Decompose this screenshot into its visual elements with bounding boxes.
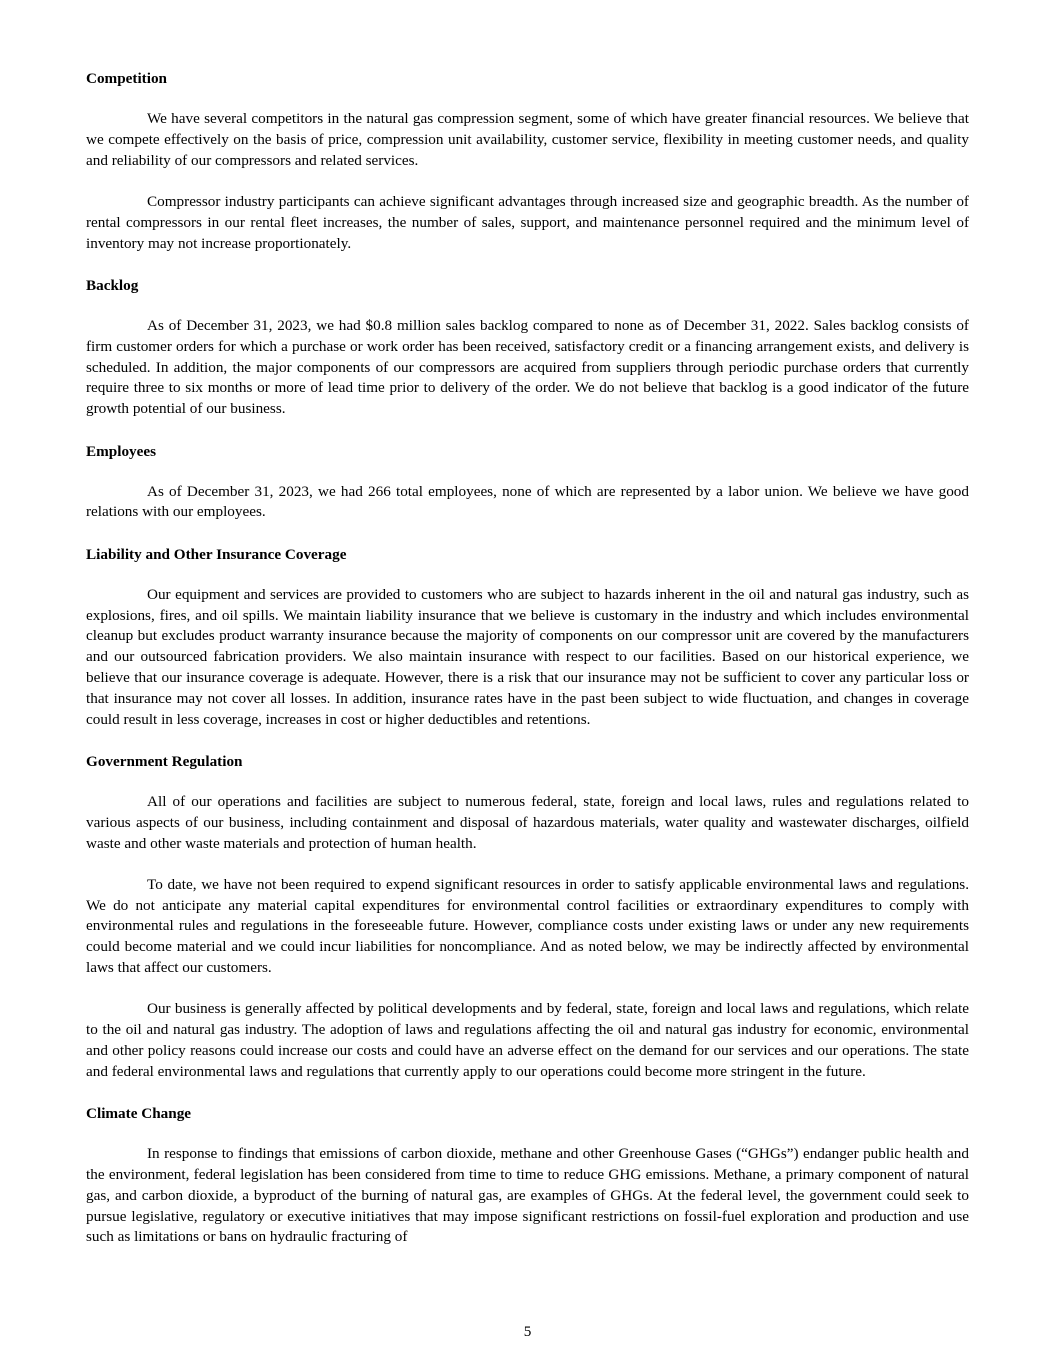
section-heading-liability: Liability and Other Insurance Coverage — [86, 545, 347, 563]
climate-paragraph-1: In response to findings that emissions of carbon dioxide, methane and other Greenhouse Gases (“GHGs”) endanger public health and the environment, federal legislation has been considered from time to time to reduce GHG emissions. Methane, a primary component of natural gas, and carbon dioxide, a byproduct of the burning of natural gas, are examples of GHGs. At the federal level, the government could seek to pursue legislative, regulatory or executive initiatives that may impose significant restrictions on fossil-fuel exploration and production and use such as limitations or bans on hydraulic fracturing of — [86, 1145, 969, 1246]
section-heading-climate: Climate Change — [86, 1105, 192, 1123]
section-heading-government: Government Regulation — [86, 752, 243, 770]
section-heading-employees: Employees — [86, 442, 157, 460]
backlog-paragraph-1: As of December 31, 2023, we had $0.8 million sales backlog compared to none as of December 31, 2022. Sales backlog consists of firm customer orders for which a purchase or work order has been received, satisfactory credit or a financing arrangement exists, and delivery is scheduled. In addition, the major components of our compressors are acquired from suppliers through periodic purchase orders that currently require three to six months or more of lead time prior to delivery of the order. We do not believe that backlog is a good indicator of the future growth potential of our business. — [86, 316, 969, 418]
liability-paragraph-1: Our equipment and services are provided to customers who are subject to hazards inherent in the oil and natural gas industry, such as explosions, fires, and oil spills. We maintain liability insurance that we believe is customary in the industry and which includes environmental cleanup but excludes product warranty insurance because the majority of components on our compressor unit are covered by the manufacturers and our outsourced fabrication providers. We also maintain insurance with respect to our facilities. Based on our historical experience, we believe that our insurance coverage is adequate. However, there is a risk that our insurance may not be sufficient to cover any particular loss or that insurance may not cover all losses. In addition, insurance rates have in the past been subject to wide fluctuation, and changes in coverage could result in less coverage, increases in cost or higher deductibles and retentions. — [86, 585, 969, 728]
competition-paragraph-1: We have several competitors in the natural gas compression segment, some of which have greater financial resources. We believe that we compete effectively on the basis of price, compression unit availability, customer service, flexibility in meeting customer needs, and quality and reliability of our compressors and related services. — [86, 110, 969, 169]
section-heading-competition: Competition — [86, 70, 167, 87]
section-heading-backlog: Backlog — [86, 276, 139, 294]
government-paragraph-2: To date, we have not been required to expend significant resources in order to satisfy applicable environmental laws and regulations. We do not anticipate any material capital expenditures for environmental control facilities or extraordinary expenditures to comply with environmental rules and regulations in the foreseeable future. However, compliance costs under existing laws or under any new requirements could become material and we could incur liabilities for noncompliance. And as noted below, we may be indirectly affected by environmental laws that affect our customers. — [86, 875, 969, 977]
employees-paragraph-1: As of December 31, 2023, we had 266 total employees, none of which are represented by a labor union. We believe we have good relations with our employees. — [86, 482, 969, 521]
page-number: 5 — [523, 1323, 532, 1340]
government-paragraph-1: All of our operations and facilities are subject to numerous federal, state, foreign and local laws, rules and regulations related to various aspects of our business, including containment and disposal of hazardous materials, water quality and wastewater discharges, oilfield waste and other waste materials and protection of human health. — [86, 792, 969, 852]
document-page — [86, 68, 969, 1269]
competition-paragraph-2: Compressor industry participants can achieve significant advantages through increased size and geographic breadth. As the number of rental compressors in our rental fleet increases, the number of sales, support, and maintenance personnel required and the minimum level of inventory may not increase proportionately. — [86, 192, 969, 252]
government-paragraph-3: Our business is generally affected by political developments and by federal, state, foreign and local laws and regulations, which relate to the oil and natural gas industry. The adoption of laws and regulations affecting the oil and natural gas industry for economic, environmental and other policy reasons could increase our costs and could have an adverse effect on the demand for our services and our operations. The state and federal environmental laws and regulations that currently apply to our operations could become more stringent in the future. — [86, 1000, 969, 1080]
